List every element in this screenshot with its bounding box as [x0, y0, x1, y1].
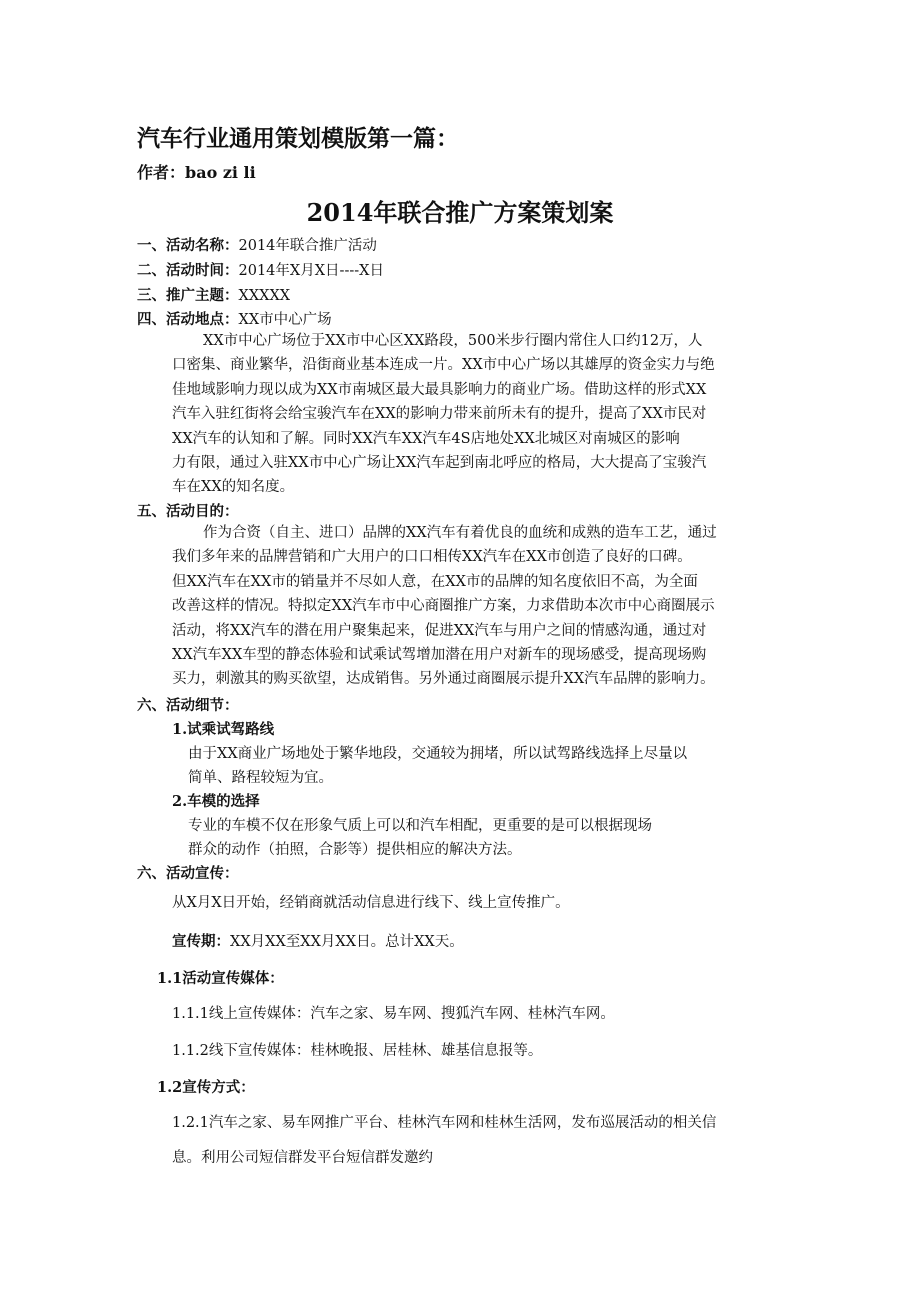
paragraph-line: 改善这样的情况。特拟定XX汽车市中心商圈推广方案，力求借助本次市中心商圈展示	[172, 598, 715, 615]
paragraph-line: 口密集、商业繁华，沿街商业基本连成一片。XX市中心广场以其雄厚的资金实力与绝	[172, 357, 715, 374]
author-name: bao zi li	[185, 163, 256, 182]
author-label: 作者：	[137, 163, 186, 182]
section-activity-promotion: 六、活动宣传：	[137, 865, 239, 882]
paragraph-line: 活动，将XX汽车的潜在用户聚集起来，促进XX汽车与用户之间的情感沟通，通过对	[172, 622, 707, 639]
paragraph-line: 力有限，通过入驻XX市中心广场让XX汽车起到南北呼应的格局，大大提高了宝骏汽	[172, 455, 707, 472]
section-activity-details: 六、活动细节：	[137, 697, 239, 714]
media-offline-line: 1.1.2线下宣传媒体：桂林晚报、居桂林、雄基信息报等。	[172, 1043, 543, 1059]
paragraph-line: 车在XX的知名度。	[172, 479, 295, 496]
subsection-car-model-selection: 2.车模的选择	[172, 793, 260, 810]
paragraph-line: 佳地域影响力现以成为XX市南城区最大最具影响力的商业广场。借助这样的形式XX	[172, 381, 707, 398]
paragraph-line: XX市中心广场位于XX市中心区XX路段，500米步行圈内常住人口约12万，人	[203, 333, 703, 349]
section-activity-name	[137, 234, 377, 255]
section-promo-theme	[137, 284, 290, 305]
document-title: 汽车行业通用策划模版第一篇：	[137, 125, 459, 152]
paragraph-line: 群众的动作（拍照，合影等）提供相应的解决方法。	[188, 842, 522, 858]
section-label: 一、活动名称：	[137, 237, 239, 254]
section-label: 四、活动地点：	[137, 311, 239, 328]
subsection-test-drive-route: 1.试乘试驾路线	[172, 721, 275, 738]
paragraph-line: 买力，刺激其的购买欲望，达成销售。另外通过商圈展示提升XX汽车品牌的影响力。	[172, 671, 715, 688]
media-online-line: 1.1.1线上宣传媒体：汽车之家、易车网、搜狐汽车网、桂林汽车网。	[172, 1006, 615, 1022]
period-value: XX月XX至XX月XX日。总计XX天。	[230, 934, 464, 950]
main-title: 2014年联合推广方案策划案	[306, 198, 614, 227]
paragraph-line: 但XX汽车在XX市的销量并不尽如人意，在XX市的品牌的知名度依旧不高，为全面	[172, 573, 698, 590]
author-line	[137, 160, 256, 183]
paragraph-line: 汽车入驻红街将会给宝骏汽车在XX的影响力带来前所未有的提升，提高了XX市民对	[172, 406, 707, 423]
purpose-paragraph	[172, 521, 717, 692]
section-value: XX市中心广场	[238, 312, 332, 328]
section-value: 2014年联合推广活动	[238, 238, 377, 254]
method-line: 息。利用公司短信群发平台短信群发邀约	[172, 1150, 433, 1166]
section-label: 二、活动时间：	[137, 262, 239, 279]
promotion-period-line	[172, 930, 464, 951]
paragraph-line: 作为合资（自主、进口）品牌的XX汽车有着优良的血统和成熟的造车工艺，通过	[203, 525, 717, 541]
location-paragraph	[172, 329, 715, 500]
period-label: 宣传期：	[172, 933, 230, 950]
paragraph-line: 由于XX商业广场地处于繁华地段，交通较为拥堵，所以试驾路线选择上尽量以	[188, 746, 688, 762]
section-activity-time	[137, 259, 384, 280]
section-activity-purpose: 五、活动目的：	[137, 503, 239, 520]
section-value: XXXXX	[238, 288, 291, 304]
paragraph-line: XX汽车的认知和了解。同时XX汽车XX汽车4S店地处XX北城区对南城区的影响	[172, 430, 680, 447]
section-value: 2014年X月X日----X日	[238, 263, 384, 279]
method-line: 1.2.1汽车之家、易车网推广平台、桂林汽车网和桂林生活网，发布巡展活动的相关信	[172, 1115, 717, 1131]
method-heading: 1.2宣传方式：	[157, 1079, 255, 1096]
media-heading: 1.1活动宣传媒体：	[157, 970, 284, 987]
promotion-start-line: 从X月X日开始，经销商就活动信息进行线下、线上宣传推广。	[172, 895, 570, 911]
paragraph-line: 简单、路程较短为宜。	[188, 770, 333, 786]
paragraph-line: 我们多年来的品牌营销和广大用户的口口相传XX汽车在XX市创造了良好的口碑。	[172, 549, 692, 566]
paragraph-line: 专业的车模不仅在形象气质上可以和汽车相配，更重要的是可以根据现场	[188, 818, 652, 834]
paragraph-line: XX汽车XX车型的静态体验和试乘试驾增加潜在用户对新车的现场感受，提高现场购	[172, 647, 707, 664]
section-activity-location	[137, 308, 332, 329]
section-label: 三、推广主题：	[137, 287, 239, 304]
